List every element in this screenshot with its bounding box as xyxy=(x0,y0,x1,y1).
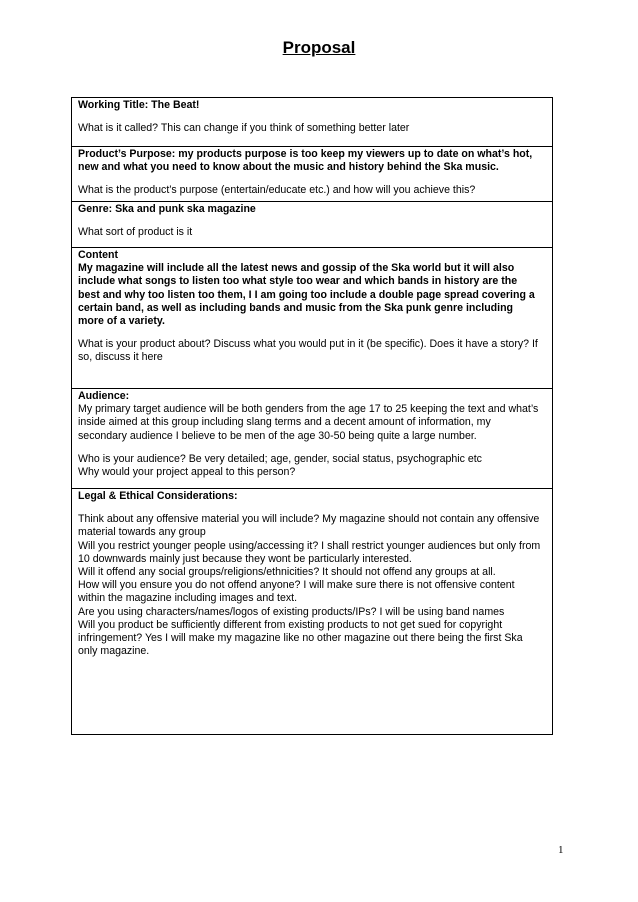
legal-line: Will you restrict younger people using/accessing it? I shall restrict younger audiences but only from xyxy=(78,539,541,552)
content-answer-line: include what songs to listen too what style too wear and which bands in history are the xyxy=(78,275,518,288)
page-number: 1 xyxy=(558,844,564,856)
purpose-answer-line: Product’s Purpose: my products purpose is too keep my viewers up to date on what’s hot, xyxy=(78,148,533,160)
legal-line: Are you using characters/names/logos of existing products/IPs? I will be using band names xyxy=(78,605,505,618)
section-legal-ethical xyxy=(72,489,552,734)
genre-label: Genre: Ska and punk ska magazine xyxy=(78,203,256,215)
section-audience xyxy=(72,389,552,489)
content-answer-line: best and why too listen too them, I I am going too include a double page spread covering a xyxy=(78,288,535,301)
purpose-answer-line: new and what you need to know about the music and history behind the Ska music. xyxy=(78,161,499,174)
legal-line: Think about any offensive material you will include? My magazine should not contain any offensive xyxy=(78,513,540,526)
content-prompt-line: so, discuss it here xyxy=(78,351,163,364)
legal-line: only magazine. xyxy=(78,645,150,658)
audience-answer-line: inside aimed at this group including slang terms and a decent amount of information, my xyxy=(78,416,491,429)
legal-line: within the magazine including images and text. xyxy=(78,592,298,605)
section-working-title xyxy=(72,98,552,147)
audience-prompt-line: Why would your project appeal to this person? xyxy=(78,466,296,479)
legal-line: infringement? Yes I will make my magazine like no other magazine out there being the first Ska xyxy=(78,632,523,645)
proposal-form xyxy=(71,97,553,735)
page-title: Proposal xyxy=(282,38,356,57)
content-answer-line: more of a variety. xyxy=(78,315,165,328)
genre-prompt: What sort of product is it xyxy=(78,226,193,239)
working-title-prompt: What is it called? This can change if you think of something better later xyxy=(78,122,410,135)
audience-answer-line: My primary target audience will be both genders from the age 17 to 25 keeping the text and what’s xyxy=(78,403,539,416)
audience-answer-line: secondary audience I believe to be men of the age 30-50 being quite a large number. xyxy=(78,429,477,442)
content-answer-line: My magazine will include all the latest news and gossip of the Ska world but it will also xyxy=(78,262,515,275)
legal-heading: Legal & Ethical Considerations: xyxy=(78,490,238,502)
legal-line: 10 downwards mainly just because they wont be particularly interested. xyxy=(78,552,412,565)
legal-line: Will you product be sufficiently different from existing products to not get sued for copyright xyxy=(78,618,503,631)
content-heading: Content xyxy=(78,249,119,261)
audience-prompt-line: Who is your audience? Be very detailed; age, gender, social status, psychographic etc xyxy=(78,452,482,465)
purpose-prompt: What is the product’s purpose (entertain/educate etc.) and how will you achieve this? xyxy=(78,184,476,197)
audience-heading: Audience: xyxy=(78,390,130,402)
content-prompt-line: What is your product about? Discuss what you would put in it (be specific). Does it have a story? If xyxy=(78,338,538,351)
working-title-label: Working Title: The Beat! xyxy=(78,99,200,111)
legal-line: material towards any group xyxy=(78,526,206,539)
section-content xyxy=(72,248,552,389)
content-answer-line: certain band, as well as including bands and music from the Ska punk genre including xyxy=(78,301,514,314)
section-genre xyxy=(72,202,552,248)
legal-line: How will you ensure you do not offend anyone? I will make sure there is not offensive content xyxy=(78,579,515,592)
section-purpose xyxy=(72,147,552,202)
legal-line: Will it offend any social groups/religions/ethnicities? It should not offend any groups at all. xyxy=(78,566,496,579)
